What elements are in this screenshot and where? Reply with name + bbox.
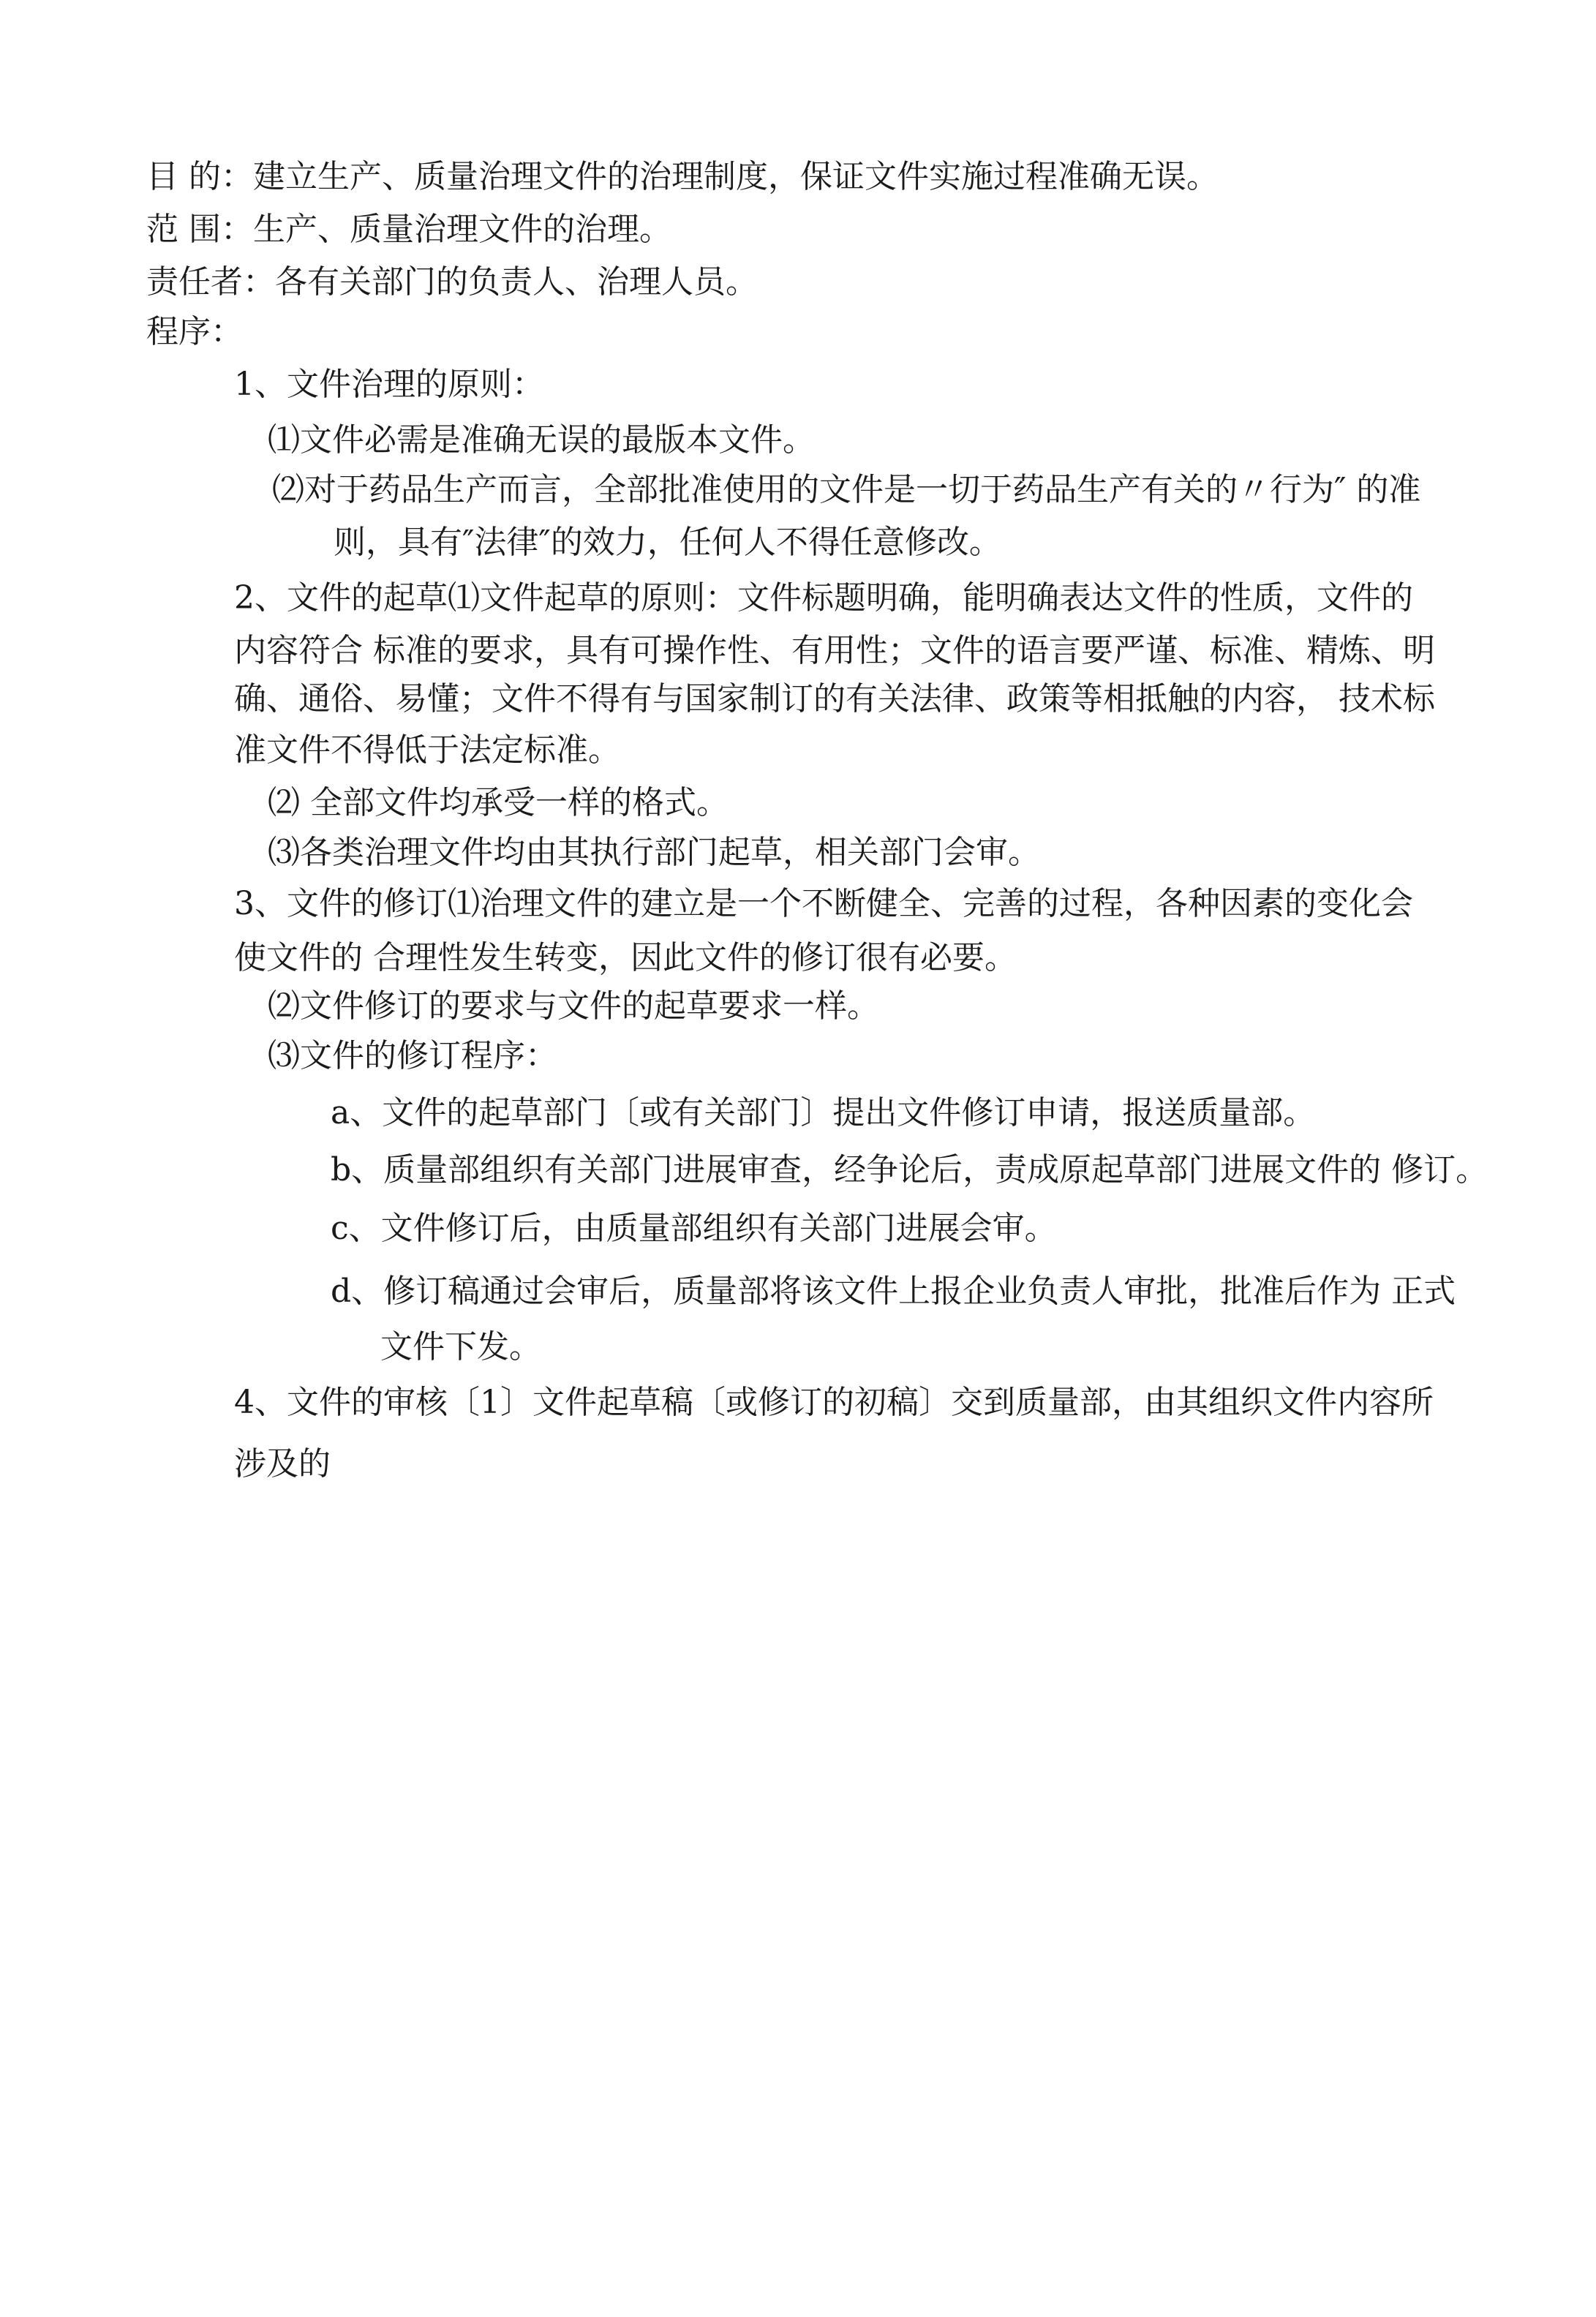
section3-item2: ⑵文件修订的要求与文件的起草要求一样。 — [268, 987, 879, 1025]
section1-item2-line1: ⑵对于药品生产而言，全部批准使用的文件是一切于药品生产有关的〃行为″ 的准 — [272, 471, 1421, 508]
section3-sub-d-line1: d、修订稿通过会审后，质量部将该文件上报企业负责人审批，批准后作为 正式 — [331, 1273, 1456, 1310]
section2-item2: ⑵ 全部文件均承受一样的格式。 — [268, 784, 729, 821]
section2-line3: 确、通俗、易懂；文件不得有与国家制订的有关法律、政策等相抵触的内容， 技术标 — [234, 680, 1435, 717]
section4-line2: 涉及的 — [234, 1445, 331, 1482]
section2-line2: 内容符合 标准的要求，具有可操作性、有用性；文件的语言要严谨、标准、精炼、明 — [234, 632, 1435, 669]
section3-sub-d-line2: 文件下发。 — [380, 1328, 541, 1365]
section2-line4: 准文件不得低于法定标准。 — [234, 731, 620, 769]
section3-line2: 使文件的 合理性发生转变，因此文件的修订很有必要。 — [234, 939, 1017, 976]
purpose-line: 目 的：建立生产、质量治理文件的治理制度，保证文件实施过程准确无误。 — [146, 158, 1219, 195]
section2-line1: 2、文件的起草⑴文件起草的原则：文件标题明确，能明确表达文件的性质，文件的 — [234, 579, 1413, 617]
section1-item1: ⑴文件必需是准确无误的最版本文件。 — [268, 421, 815, 459]
section3-sub-b: b、质量部组织有关部门进展审查，经争论后，责成原起草部门进展文件的 修订。 — [331, 1151, 1488, 1188]
section3-item3: ⑶文件的修订程序： — [268, 1037, 557, 1074]
section1-item2-line2: 则，具有″法律″的效力，任何人不得任意修改。 — [334, 524, 1001, 561]
section4-line1: 4、文件的审核〔1〕文件起草稿〔或修订的初稿〕交到质量部，由其组织文件内容所 — [234, 1384, 1434, 1421]
section1-title: 1、文件治理的原则： — [234, 366, 544, 403]
section3-sub-a: a、文件的起草部门〔或有关部门〕提出文件修订申请，报送质量部。 — [331, 1094, 1316, 1131]
scope-line: 范 围：生产、质量治理文件的治理。 — [146, 211, 671, 248]
responsible-line: 责任者：各有关部门的负责人、治理人员。 — [146, 263, 758, 301]
section3-line1: 3、文件的修订⑴治理文件的建立是一个不断健全、完善的过程，各种因素的变化会 — [234, 885, 1413, 922]
section3-sub-c: c、文件修订后，由质量部组织有关部门进展会审。 — [331, 1210, 1057, 1247]
procedure-label: 程序： — [146, 313, 243, 350]
section2-item3: ⑶各类治理文件均由其执行部门起草，相关部门会审。 — [268, 834, 1040, 871]
